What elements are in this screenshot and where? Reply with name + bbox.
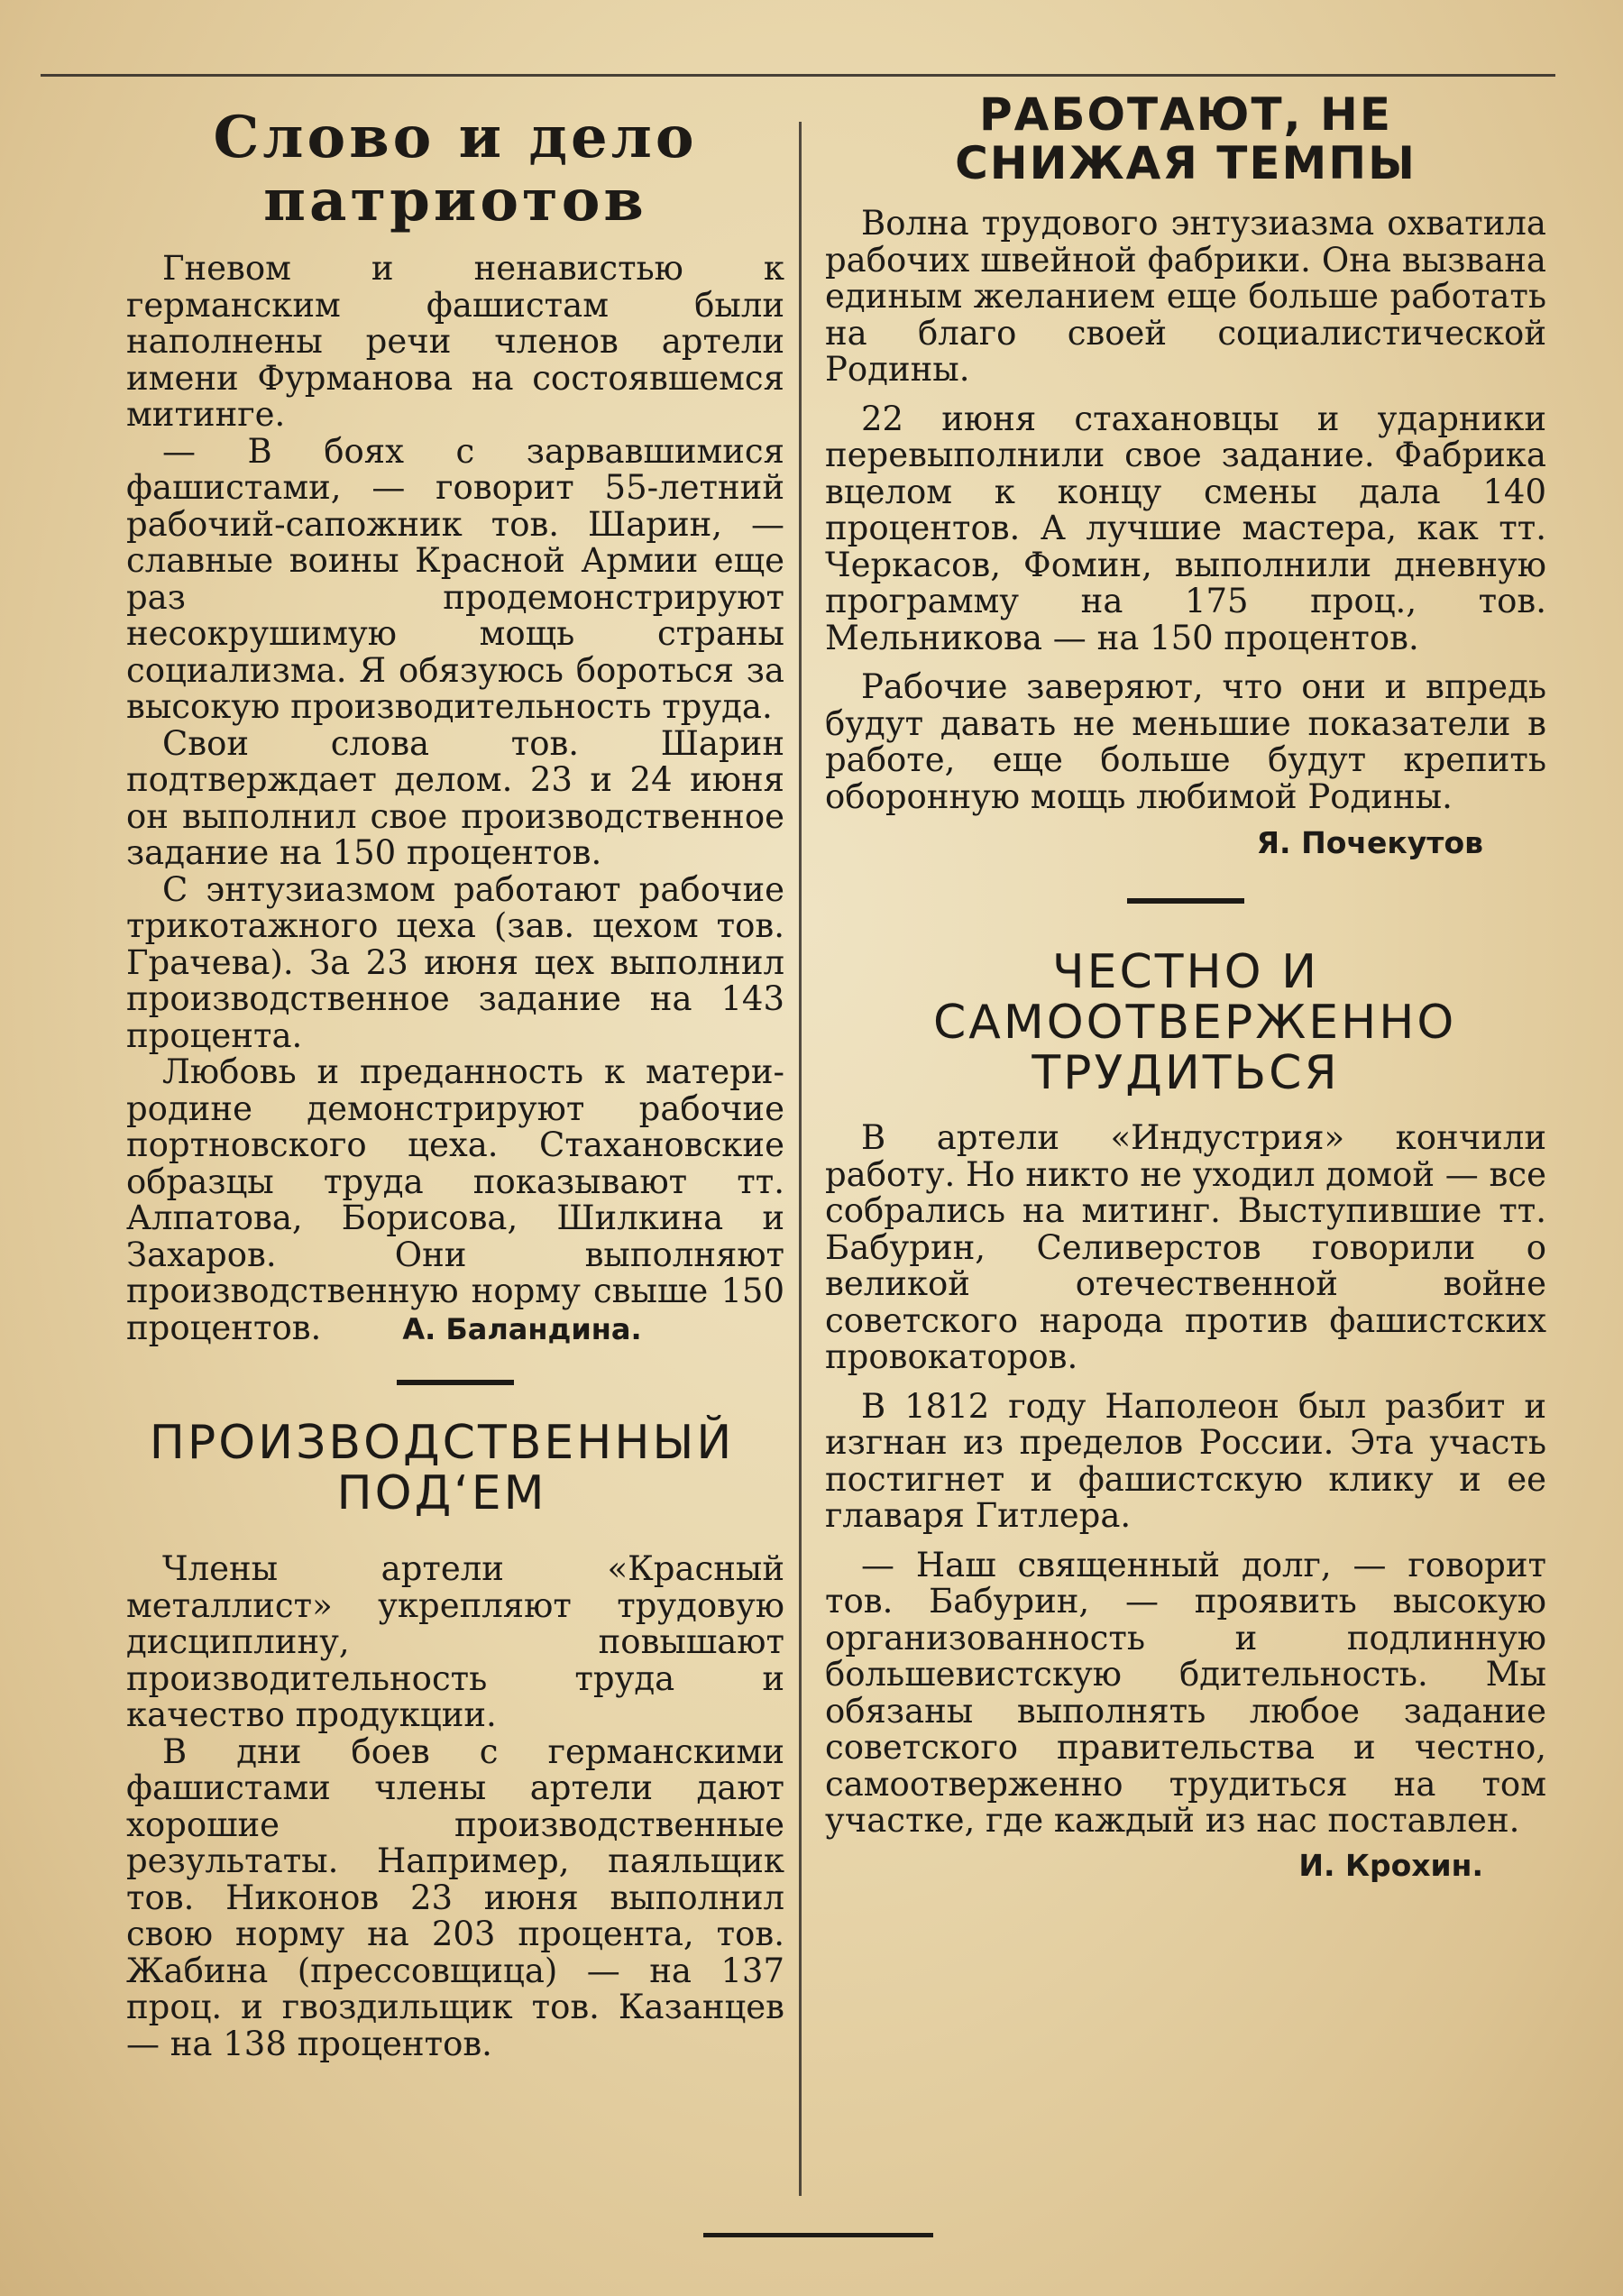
right-column: [825, 90, 1546, 1885]
article-paragraph: Гневом и ненавистью к германским фашистам были наполнены речи членов артели имени Фурманова на состоявшемся митинге.: [126, 249, 784, 434]
article-paragraph: — В боях с зарвавшимися фашистами, — говорит 55-летний рабочий-сапожник тов. Шарин, — славные воины Красной Армии еще раз продемонстрируют несокрушимую мощь страны социализма. Я обязуюсь бороться за высокую производительность труда.: [126, 431, 784, 726]
bottom-rule: [703, 2233, 933, 2237]
top-rule: [41, 74, 1555, 77]
article-proizvodstvennyi-podem: [126, 1418, 784, 2062]
article-rabotayut: [825, 90, 1546, 862]
article-slovo-i-delo: [126, 106, 784, 1347]
article-paragraph: Члены артели «Красный металлист» укрепляют трудовую дисциплину, повышают производительность труда и качество продукции.: [126, 1549, 784, 1734]
article-title: ПРОИЗВОДСТВЕННЫЙ ПОД‘ЕМ: [149, 1416, 735, 1520]
article-paragraph: [126, 1054, 784, 1347]
article-paragraph: В 1812 году Наполеон был разбит и изгнан из пределов России. Эта участь постигнет и фашистскую клику и ее главаря Гитлера.: [825, 1386, 1546, 1535]
article-signature: Я. Почекутов: [1256, 825, 1483, 860]
article-signature: И. Крохин.: [1298, 1847, 1483, 1883]
article-paragraph: Волна трудового энтузиазма охватила рабочих швейной фабрики. Она вызвана единым желанием еще больше работать на благо своей социалистической Родины.: [825, 204, 1546, 389]
article-paragraph: — Наш священный долг, — говорит тов. Бабурин, — проявить высокую организованность и подлинную большевистскую бдительность. Мы обязаны выполнять любое задание советского правительства и честно, самоотверженно трудиться на том участке, где каждый из нас поставлен.: [825, 1545, 1546, 1840]
article-title: Слово и дело патриотов: [213, 104, 698, 234]
left-column: [126, 106, 784, 2062]
article-chestno: [825, 947, 1546, 1885]
article-paragraph: Рабочие заверяют, что они и впредь будут давать не меньшие показатели в работе, еще больше будут крепить оборонную мощь любимой Родины.: [825, 667, 1546, 816]
article-paragraph: 22 июня стахановцы и ударники перевыполнили свое задание. Фабрика вцелом к концу смены дала 140 процентов. А лучшие мастера, как тт. Черкасов, Фомин, выполнили дневную программу на 175 проц., тов. Мельникова — на 150 процентов.: [825, 399, 1546, 657]
column-divider: [799, 122, 802, 2196]
article-paragraph-text: Любовь и преданность к матери-родине демонстрируют рабочие портновского цеха. Стахановские образцы труда показывают тт. Алпатова, Борисова, Шилкина и Захаров. Они выполняют производственную норму свыше 150 процентов.: [126, 1052, 784, 1347]
article-paragraph: Свои слова тов. Шарин подтверждает делом. 23 и 24 июня он выполнил свое производственное задание на 150 процентов.: [126, 723, 784, 872]
article-title: РАБОТАЮТ, НЕ СНИЖАЯ ТЕМПЫ: [955, 88, 1417, 189]
article-paragraph: В артели «Индустрия» кончили работу. Но никто не уходил домой — все собрались на митинг. Выступившие тт. Бабурин, Селиверстов говорили о великой отечественной войне советского народа против фашистских провокаторов.: [825, 1118, 1546, 1376]
article-paragraph: В дни боев с германскими фашистами члены артели дают хорошие производственные результаты. Например, паяльщик тов. Никонов 23 июня выполнил свою норму на 203 процента, тов. Жабина (прессовщица) — на 137 проц. и гвоздильщик тов. Казанцев — на 138 процентов.: [126, 1731, 784, 2063]
article-title: ЧЕСТНО И САМООТВЕРЖЕННО ТРУДИТЬСЯ: [933, 945, 1457, 1100]
article-paragraph: С энтузиазмом работают рабочие трикотажного цеха (зав. цехом тов. Грачева). За 23 июня цех выполнил производственное задание на 143 процента.: [126, 869, 784, 1055]
article-signature: А. Баландина.: [402, 1311, 642, 1346]
